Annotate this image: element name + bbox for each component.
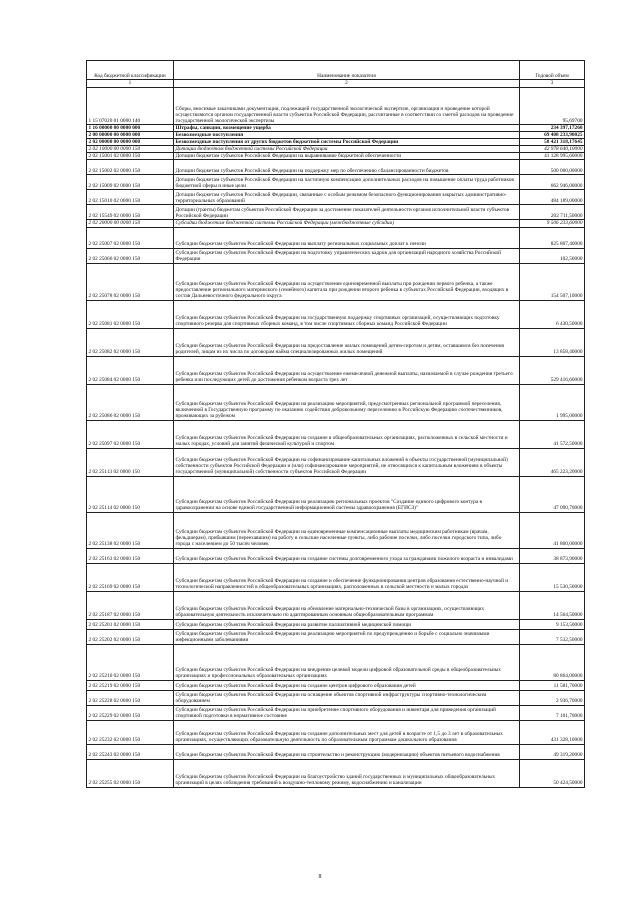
page-number: 8 [318,874,322,880]
row-code: 2 02 25219 02 0000 150 [87,680,174,690]
row-name: Субсидии бюджетам субъектов Российской Федерации на приобретение спортивного оборудования и инвентаря для приведения организаций спортивной подготовки в нормативное состояние [174,705,520,720]
table-row [87,512,585,548]
column-number: 3 [520,80,585,88]
row-code: 2 02 25007 02 0000 150 [87,227,174,248]
row-name: Субсидии бюджетам субъектов Российской Федерации на создание дополнительных мест для детей в возрасте от 1,5 до 3 лет в образовательных организациях, осуществляющих образовательную деятельность по образовательным программам дошкольного образования [174,720,520,744]
column-number-row [87,80,585,88]
table-row [87,175,585,190]
table-row [87,356,585,384]
row-amount: 484 189,00000 [520,190,585,205]
table-row [87,263,585,300]
table-row [87,248,585,263]
row-code: 2 02 25187 02 0000 150 [87,591,174,619]
row-name: Субсидии бюджетам субъектов Российской Федерации на выплату региональных социальных доплат к пенсии [174,227,520,248]
table-row [87,744,585,759]
row-name: Дотации бюджетам субъектов Российской Федерации на поддержку мер по обеспечению сбалансированности бюджетов [174,160,520,175]
row-name: Субсидии бюджетам субъектов Российской Федерации на осуществление единовременной выплаты при рождении первого ребенка, а также предоставление регионального материнского (семейного) капитала при рождении второго ребенка в субъектах Российской Федерации, входящих в состав Дальневосточного федерального округа [174,263,520,300]
row-name: Субсидии бюджетам субъектов Российской Федерации на создание и обеспечение функционирования центров образования естественно-научной и технологической направленностей в общеобразовательных организациях, расположенных в сельской местности и малых городах [174,563,520,591]
table-row [87,190,585,205]
column-number: 1 [87,80,174,88]
table-row [87,629,585,644]
row-code: 2 02 25232 02 0000 150 [87,720,174,744]
row-name: Субсидии бюджетам бюджетной системы Российской Федерации (межбюджетные субсидии) [174,220,520,227]
table-row [87,420,585,448]
row-code: 2 02 25097 02 0000 150 [87,420,174,448]
row-code: 2 02 25084 02 0000 150 [87,356,174,384]
header-name: Наименование показателя [174,61,520,80]
row-amount: 1 995,00000 [520,384,585,420]
row-amount: 9 153,50000 [520,619,585,629]
header-code: Код бюджетной классификации [87,61,174,80]
table-row [87,384,585,420]
row-code: 2 02 15002 02 0000 150 [87,160,174,175]
table-body [87,88,585,788]
row-name: Дотации бюджетам субъектов Российской Федерации на выравнивание бюджетной обеспеченности [174,153,520,160]
table-row [87,328,585,356]
row-amount: 431 328,10000 [520,720,585,744]
table-row [87,680,585,690]
table-row [87,690,585,705]
row-amount: 41 128 995,60000 [520,153,585,160]
row-amount: 9 506 233,60000 [520,220,585,227]
table-row [87,476,585,512]
row-code: 2 02 20000 00 0000 150 [87,220,174,227]
header-amount: Годовой объем [520,61,585,80]
row-amount: 50 424,50000 [520,759,585,787]
row-amount: 42 978 640,10000 [520,146,585,153]
row-code: 2 02 25086 02 0000 150 [87,384,174,420]
row-code: 2 02 25210 02 0000 150 [87,644,174,680]
table-row [87,591,585,619]
row-amount: 41 800,00000 [520,512,585,548]
table-row [87,644,585,680]
row-code: 2 02 15010 02 0000 150 [87,190,174,205]
table-row [87,300,585,328]
row-amount: 7 532,50000 [520,629,585,644]
row-code: 2 02 25114 02 0000 150 [87,476,174,512]
row-amount: 154 507,10000 [520,263,585,300]
row-name: Субсидии бюджетам субъектов Российской Федерации на благоустройство зданий государственных и муниципальных общеобразовательных организаций в целях соблюдения требований к воздушно-тепловому режиму, водоснабжению и канализации [174,759,520,787]
row-code: 2 02 25163 02 0000 150 [87,548,174,563]
table-row [87,153,585,160]
row-code: 2 02 25082 02 0000 150 [87,328,174,356]
row-code: 2 02 25229 02 0000 150 [87,705,174,720]
row-name: Субсидии бюджетам субъектов Российской Федерации на создание в общеобразовательных организациях, расположенных в сельской местности и малых городах, условий для занятий физической культурой и спортом [174,420,520,448]
table-row [87,548,585,563]
row-name: Субсидии бюджетам субъектов Российской Федерации на оснащение объектов спортивной инфраструктуры спортивно-технологическим оборудованием [174,690,520,705]
table-header-row [87,61,585,80]
row-amount: 662 946,00000 [520,175,585,190]
table-row [87,125,585,132]
row-code: 2 02 25228 02 0000 150 [87,690,174,705]
row-amount: 2 936,70000 [520,690,585,705]
table-row [87,132,585,139]
row-code: 2 02 15009 02 0000 150 [87,175,174,190]
table-row [87,759,585,787]
row-code: 2 02 25078 02 0000 150 [87,263,174,300]
column-number: 2 [174,80,520,88]
row-amount: 500 000,00000 [520,160,585,175]
row-amount: 95,69700 [520,88,585,125]
row-name: Штрафы, санкции, возмещение ущерба [174,125,520,132]
table-row [87,619,585,629]
row-amount: 49 319,20000 [520,744,585,759]
row-code: 2 02 15549 02 0000 150 [87,205,174,220]
row-name: Субсидии бюджетам субъектов Российской Федерации на подготовку управленческих кадров для организаций народного хозяйства Российской Федерации [174,248,520,263]
row-amount: 13 858,40000 [520,328,585,356]
row-code: 2 02 00000 00 0000 000 [87,139,174,146]
row-name: Дотации бюджетам субъектов Российской Федерации, связанные с особым режимом безопасного функционирования закрытых административно-территориальных образований [174,190,520,205]
row-name: Субсидии бюджетам субъектов Российской Федерации на осуществление ежемесячной денежной выплаты, назначаемой в случае рождения третьего ребенка или последующих детей до достижения ребенком возраста трех лет [174,356,520,384]
row-code: 1 15 07020 01 0000 140 [87,88,174,125]
row-name: Субсидии бюджетам субъектов Российской Федерации на реализацию региональных проектов "Создание единого цифрового контура в здравоохранении на основе единой государственной информационной системы здравоохранения (ЕГИСЗ)" [174,476,520,512]
row-name: Дотации бюджетам субъектов Российской Федерации на частичную компенсацию дополнительных расходов на повышение оплаты труда работников бюджетной сферы и иные цели [174,175,520,190]
row-code: 2 02 10000 00 0000 150 [87,146,174,153]
row-name: Безвозмездные поступления [174,132,520,139]
row-code: 2 02 25066 02 0000 150 [87,248,174,263]
row-amount: 47 090,70000 [520,476,585,512]
row-amount: 825 807,40000 [520,227,585,248]
row-name: Сборы, вносимые заказчиками документации, подлежащей государственной экологической экспертизе, организация и проведение которой осуществляются органом государственной власти субъектов Российской Федерации, рассчитанные в соответствии со сметой расходов на проведение государственной экологической экспертизы [174,88,520,125]
table-row [87,563,585,591]
row-amount: 15 530,50000 [520,563,585,591]
table-row [87,146,585,153]
row-name: Дотации бюджетам бюджетной системы Российской Федерации [174,146,520,153]
row-amount: 14 564,50000 [520,591,585,619]
row-name: Субсидии бюджетам субъектов Российской Федерации на реализацию мероприятий, предусмотренных региональной программой переселения, включенной в Государственную программу по оказанию содействия добровольному переселению в Российскую Федерацию соотечественников, проживающих за рубежом [174,384,520,420]
table-row [87,720,585,744]
table-row [87,448,585,476]
row-code: 2 02 25201 02 0000 150 [87,619,174,629]
row-code: 2 02 25169 02 0000 150 [87,563,174,591]
row-code: 2 02 15001 02 0000 150 [87,153,174,160]
row-amount: 58 421 318,17645 [520,139,585,146]
table-row [87,139,585,146]
row-name: Безвозмездные поступления от других бюджетов бюджетной системы Российской Федерации [174,139,520,146]
row-code: 2 02 25081 02 0000 150 [87,300,174,328]
row-name: Субсидии бюджетам субъектов Российской Федерации на софинансирование капитальных вложений в объекты государственной (муниципальной) собственности субъектов Российской Федерации и (или) софинансирование мероприятий, не относящихся к капитальным вложениям в объекты государственной (муниципальной) собственности субъектов Российской Федерации [174,448,520,476]
row-name: Субсидии бюджетам субъектов Российской Федерации на государственную поддержку спортивных организаций, осуществляющих подготовку спортивного резерва для спортивных сборных команд, в том числе спортивных сборных команд Российской Федерации [174,300,520,328]
row-name: Субсидии бюджетам субъектов Российской Федерации на развитие паллиативной медицинской помощи [174,619,520,629]
row-amount: 6 430,50000 [520,300,585,328]
table-row [87,160,585,175]
row-amount: 102,50000 [520,248,585,263]
row-code: 2 02 25243 02 0000 150 [87,744,174,759]
row-name: Субсидии бюджетам субъектов Российской Федерации на предоставление жилых помещений детям-сиротам и детям, оставшимся без попечения родителей, лицам из их числа по договорам найма специализированных жилых помещений [174,328,520,356]
row-amount: 202 711,50000 [520,205,585,220]
row-amount: 234 397,17260 [520,125,585,132]
row-name: Субсидии бюджетам субъектов Российской Федерации на реализацию мероприятий по предупреждению и борьбе с социально значимыми инфекционными заболеваниями [174,629,520,644]
row-code: 2 00 00000 00 0000 000 [87,132,174,139]
row-amount: 80 864,00000 [520,644,585,680]
row-amount: 41 572,50000 [520,420,585,448]
table-row [87,205,585,220]
row-name: Субсидии бюджетам субъектов Российской Федерации на единовременные компенсационные выплаты медицинским работникам (врачам, фельдшерам), прибывшим (переехавшим) на работу в сельские населенные пункты, либо рабочие поселки, либо поселки городского типа, либо города с населением до 50 тысяч человек [174,512,520,548]
row-code: 2 02 25202 02 0000 150 [87,629,174,644]
row-code: 2 02 25113 02 0000 150 [87,448,174,476]
row-name: Субсидии бюджетам субъектов Российской Федерации на создание системы долговременного ухода за гражданами пожилого возраста и инвалидами [174,548,520,563]
table-row [87,227,585,248]
row-name: Субсидии бюджетам субъектов Российской Федерации на внедрение целевой модели цифровой образовательной среды в общеобразовательных организациях и профессиональных образовательных организациях [174,644,520,680]
row-amount: 7 101,70000 [520,705,585,720]
row-amount: 11 581,70000 [520,680,585,690]
row-code: 2 02 25138 02 0000 150 [87,512,174,548]
row-amount: 38 873,90000 [520,548,585,563]
table-row [87,705,585,720]
row-code: 1 16 00000 00 0000 000 [87,125,174,132]
table-row [87,88,585,125]
table-row [87,220,585,227]
row-amount: 529 416,60000 [520,356,585,384]
row-name: Дотации (гранты) бюджетам субъектов Российской Федерации за достижение показателей деятельности органов исполнительной власти субъектов Российской Федерации [174,205,520,220]
row-name: Субсидии бюджетам субъектов Российской Федерации на создание центров цифрового образования детей [174,680,520,690]
row-code: 2 02 25255 02 0000 150 [87,759,174,787]
row-name: Субсидии бюджетам субъектов Российской Федерации на обновление материально-технической базы в организациях, осуществляющих образовательную деятельность исключительно по адаптированным основным общеобразовательным программам [174,591,520,619]
row-amount: 69 408 233,90025 [520,132,585,139]
budget-revenue-table [86,60,585,788]
row-amount: 465 223,20000 [520,448,585,476]
row-name: Субсидии бюджетам субъектов Российской Федерации на строительство и реконструкцию (модернизацию) объектов питьевого водоснабжения [174,744,520,759]
